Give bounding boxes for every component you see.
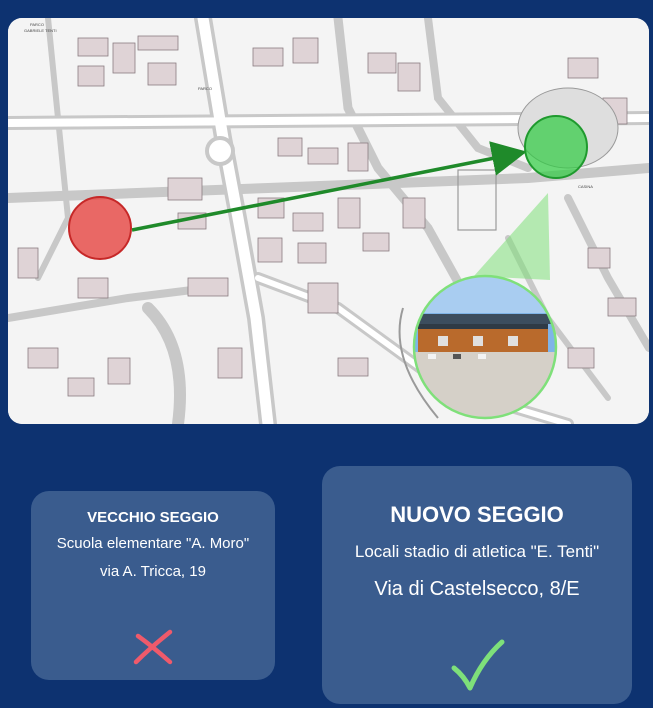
new-location-marker (525, 116, 587, 178)
new-location-card (322, 466, 632, 704)
map-canvas (8, 18, 649, 424)
old-location-address: via A. Tricca, 19 (100, 563, 206, 580)
map-label-2: PARCO (198, 86, 212, 91)
new-location-address: Via di Castelsecco, 8/E (374, 578, 580, 600)
check-icon (450, 638, 506, 694)
map-label-3: CASINA (578, 184, 593, 189)
cross-icon (130, 626, 176, 668)
relocation-map (8, 18, 649, 424)
map-label-0: PARCO (30, 22, 44, 27)
old-location-card (31, 491, 275, 680)
old-location-title: VECCHIO SEGGIO (87, 509, 219, 526)
map-label-1: GABRIELE TENTI (24, 28, 57, 33)
new-location-title: NUOVO SEGGIO (390, 502, 564, 527)
new-location-name: Locali stadio di atletica "E. Tenti" (354, 542, 600, 561)
old-location-name: Scuola elementare "A. Moro" (56, 535, 250, 552)
old-location-marker (69, 197, 131, 259)
roundabout (207, 138, 233, 164)
